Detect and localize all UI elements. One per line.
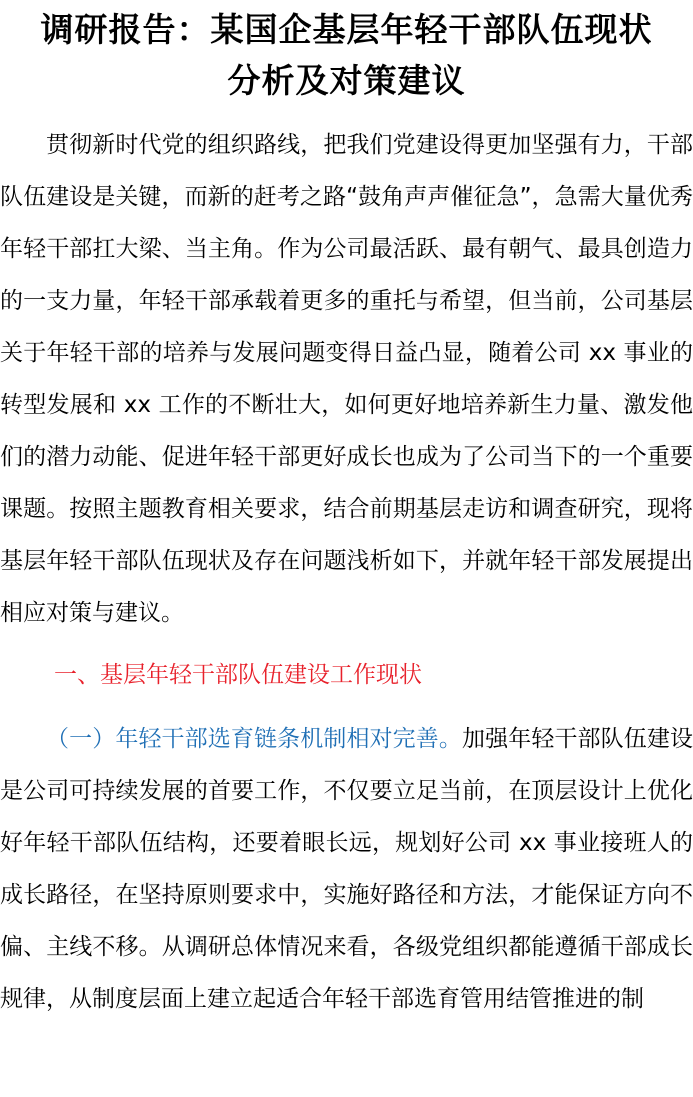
title-line-1: 调研报告：某国企基层年轻干部队伍现状 xyxy=(40,10,653,49)
title-line-2: 分析及对策建议 xyxy=(227,61,466,100)
section-paragraph-1 xyxy=(0,713,693,1025)
section-heading-1: 一、基层年轻干部队伍建设工作现状 xyxy=(54,662,422,688)
section-paragraph-1-text: 加强年轻干部队伍建设是公司可持续发展的首要工作，不仅要立足当前，在顶层设计上优化好年轻干部队伍结构，还要着眼长远，规划好公司 xx 事业接班人的成长路径，在坚持原则要求中，实施好路径和方法，才能保证方向不偏、主线不移。从调研总体情况来看，各级党组织都能遵循干部成长规律，从制度层面上建立起适合年轻干部选育管用结管推进的制 xyxy=(0,726,693,1012)
document-title xyxy=(0,0,693,106)
intro-paragraph: 贯彻新时代党的组织路线，把我们党建设得更加坚强有力，干部队伍建设是关键，而新的赶考之路“鼓角声声催征急”，急需大量优秀年轻干部扛大梁、当主角。作为公司最活跃、最有朝气、最具创造力的一支力量，年轻干部承载着更多的重托与希望，但当前，公司基层关于年轻干部的培养与发展问题变得日益凸显，随着公司 xx 事业的转型发展和 xx 工作的不断壮大，如何更好地培养新生力量、激发他们的潜力动能、促进年轻干部更好成长也成为了公司当下的一个重要课题。按照主题教育相关要求，结合前期基层走访和调查研究，现将基层年轻干部队伍现状及存在问题浅析如下，并就年轻干部发展提出相应对策与建议。 xyxy=(0,132,693,626)
subsection-heading-1: （一）年轻干部选育链条机制相对完善。 xyxy=(46,726,462,752)
